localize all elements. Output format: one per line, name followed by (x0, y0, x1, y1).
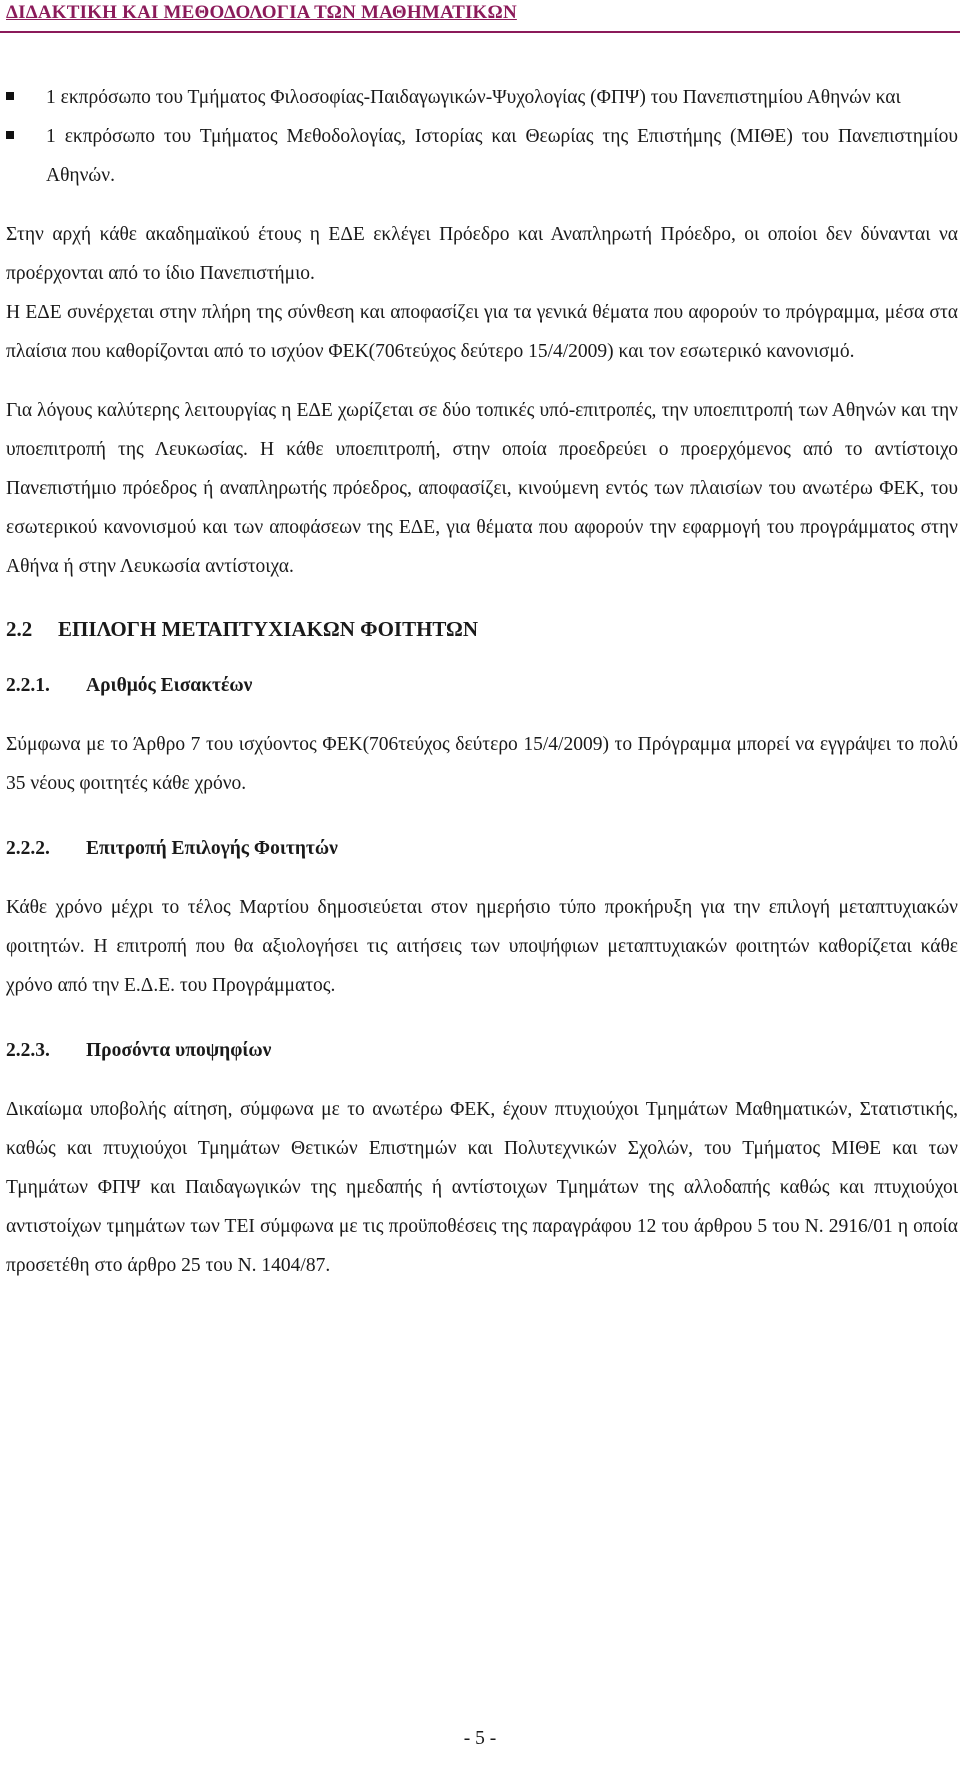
section-number: 2.2 (6, 617, 33, 641)
subsection-paragraph: Κάθε χρόνο μέχρι το τέλος Μαρτίου δημοσιεύεται στον ημερήσιο τύπο προκήρυξη για την επιλογή μεταπτυχιακών φοιτητών. Η επιτροπή που θα αξιολογήσει τις αιτήσεις των υποψήφιων μεταπτυχιακών φοιτητών καθορίζεται κάθε χρόνο από την Ε.Δ.Ε. του Προγράμματος. (6, 897, 958, 996)
subsection-paragraph: Δικαίωμα υποβολής αίτηση, σύμφωνα με το ανωτέρω ΦΕΚ, έχουν πτυχιούχοι Τμημάτων Μαθηματικών, Στατιστικής, καθώς και πτυχιούχοι Τμημάτων Θετικών Επιστημών και Πολυτεχνικών Σχολών, του Τμήματος ΜΙΘΕ και των Τμημάτων ΦΠΨ και Παιδαγωγικών της ημεδαπής ή αντίστοιχων Τμημάτων της αλλοδαπής καθώς και πτυχιούχοι αντιστοίχων τμημάτων των ΤΕΙ σύμφωνα με τις προϋποθέσεις της παραγράφου 12 του άρθρου 5 του Ν. 2916/01 η οποία προσετέθη στο άρθρο 25 του Ν. 1404/87. (6, 1099, 958, 1276)
page-number: - 5 - (463, 1728, 497, 1749)
list-item (6, 117, 958, 195)
subsection-title: Προσόντα υποψηφίων (86, 1040, 272, 1061)
subsection-title: Επιτροπή Επιλογής Φοιτητών (86, 838, 338, 859)
square-bullet-icon (6, 131, 14, 139)
subsection-number: 2.2.1. (6, 675, 50, 696)
subsection-heading (6, 666, 958, 705)
square-bullet-icon (6, 92, 14, 100)
paragraph-subcommittees: Για λόγους καλύτερης λειτουργίας η ΕΔΕ χωρίζεται σε δύο τοπικές υπό-επιτροπές, την υποεπιτροπή των Αθηνών και την υποεπιτροπή της Λευκωσίας. Η κάθε υποεπιτροπή, στην οποία προεδρεύει ο προερχόμενος από το αντίστοιχο Πανεπιστήμιο πρόεδρος ή αναπληρωτής πρόεδρος, αποφασίζει, κινούμενη εντός των πλαισίων του ανωτέρω ΦΕΚ, του εσωτερικού κανονισμού και των αποφάσεων της ΕΔΕ, για θέματα που αφορούν την εφαρμογή του προγράμματος στην Αθήνα ή στην Λευκωσία αντίστοιχα. (6, 400, 958, 577)
header-rule (0, 31, 960, 33)
representatives-list (6, 78, 958, 195)
subsection-number: 2.2.3. (6, 1040, 50, 1061)
document-body (6, 78, 958, 1285)
running-header-title: ΔΙΔΑΚΤΙΚΗ ΚΑΙ ΜΕΘΟΔΟΛΟΓΙΑ ΤΩΝ ΜΑΘΗΜΑΤΙΚΩΝ (6, 2, 517, 23)
paragraph-committee-meeting: Η ΕΔΕ συνέρχεται στην πλήρη της σύνθεση και αποφασίζει για τα γενικά θέματα που αφορούν το πρόγραμμα, μέσα στα πλαίσια που καθορίζονται από το ισχύον ΦΕΚ(706τεύχος δεύτερο 15/4/2009) και τον εσωτερικό κανονισμό. (6, 302, 958, 362)
subsection-paragraph: Σύμφωνα με το Άρθρο 7 του ισχύοντος ΦΕΚ(706τεύχος δεύτερο 15/4/2009) το Πρόγραμμα μπορεί να εγγράψει το πολύ 35 νέους φοιτητές κάθε χρόνο. (6, 734, 958, 794)
section-heading (6, 608, 958, 650)
list-item-text: 1 εκπρόσωπο του Τμήματος Μεθοδολογίας, Ιστορίας και Θεωρίας της Επιστήμης (ΜΙΘΕ) του Πανεπιστημίου Αθηνών. (46, 126, 958, 186)
subsection-number: 2.2.2. (6, 838, 50, 859)
subsection-title: Αριθμός Εισακτέων (86, 675, 253, 696)
list-item (6, 78, 958, 117)
subsection-heading (6, 1031, 958, 1070)
paragraph-president-election: Στην αρχή κάθε ακαδημαϊκού έτους η ΕΔΕ εκλέγει Πρόεδρο και Αναπληρωτή Πρόεδρο, οι οποίοι δεν δύνανται να προέρχονται από το ίδιο Πανεπιστήμιο. (6, 224, 958, 284)
list-item-text: 1 εκπρόσωπο του Τμήματος Φιλοσοφίας-Παιδαγωγικών-Ψυχολογίας (ΦΠΨ) του Πανεπιστημίου Αθηνών και (46, 87, 901, 108)
subsection-heading (6, 829, 958, 868)
section-title: ΕΠΙΛΟΓΗ ΜΕΤΑΠΤΥΧΙΑΚΩΝ ΦΟΙΤΗΤΩΝ (58, 617, 479, 641)
